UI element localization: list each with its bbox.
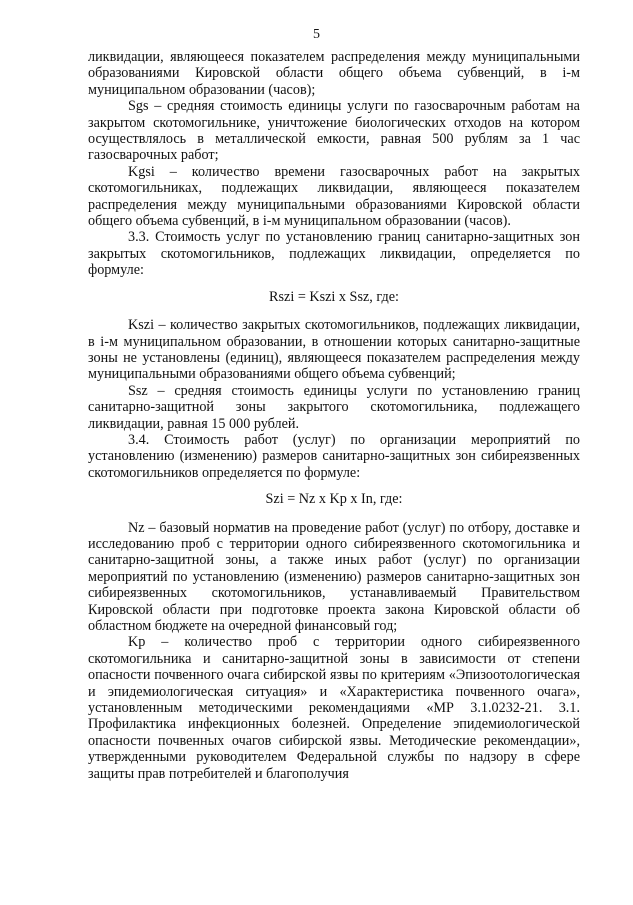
paragraph-continuation: ликвидации, являющееся показателем распределения между муниципальными образованиями Кировской области общего объема субвенций, в i-м муниципальном образовании (часов); [88, 49, 580, 98]
definition-ssz: Ssz – средняя стоимость единицы услуги по установлению границ санитарно-защитной зоны закрытого скотомогильника, подлежащего ликвидации, равная 15 000 рублей. [88, 382, 580, 432]
definition-nz: Nz – базовый норматив на проведение работ (услуг) по отбору, доставке и исследованию проб с территории одного сибиреязвенного скотомогильника и санитарно-защитной зоны, а также иных работ (услуг) по организации мероприятий по установлению (изменению) размеров санитарно-защитных зон сибиреязвенных скотомогильников, устанавливаемый Правительством Кировской области при подготовке проекта закона Кировской области об областном бюджете на очередной финансовый год; [88, 519, 580, 634]
definition-kszi: Kszi – количество закрытых скотомогильников, подлежащих ликвидации, в i-м муниципальном образовании, в отношении которых санитарно-защитные зоны не установлены (единиц), являющееся показателем распределения между муниципальными образованиями общего объема субвенций; [88, 317, 580, 383]
document-body [88, 49, 580, 782]
definition-sgs: Sgs – средняя стоимость единицы услуги по газосварочным работам на закрытом скотомогильнике, уничтожение биологических отходов на котором осуществлялось в металлической емкости, равная 500 рублям за 1 час газосварочных работ; [88, 98, 580, 164]
formula-rszi: Rszi = Kszi х Ssz, где: [269, 288, 399, 305]
definition-kgsi: Kgsi – количество времени газосварочных работ на закрытых скотомогильниках, подлежащих ликвидации, являющееся показателем распределения между муниципальными образованиями Кировской области общего объема субвенций, в i-м муниципальном образовании (часов). [88, 163, 580, 230]
section-3-3: 3.3. Стоимость услуг по установлению границ санитарно-защитных зон закрытых скотомогильников, подлежащих ликвидации, определяется по формуле: [88, 229, 580, 279]
section-3-4: 3.4. Стоимость работ (услуг) по организации мероприятий по установлению (изменению) размеров санитарно-защитных зон сибиреязвенных скотомогильников определяется по формуле: [88, 431, 580, 481]
formula-szi: Szi = Nz х Kp х In, где: [265, 491, 403, 508]
page-number: 5 [313, 27, 320, 42]
definition-kp: Kp – количество проб с территории одного сибиреязвенного скотомогильника и санитарно-защитной зоны в зависимости от степени опасности почвенного очага сибирской язвы по критериям «Эпизоотологическая и эпидемиологическая ситуация» и «Характеристика почвенного очага», установленным методическими рекомендациями «МР 3.1.0232-21. 3.1. Профилактика инфекционных болезней. Определение эпидемиологической опасности почвенных очагов сибирской язвы. Методические рекомендации», утвержденными руководителем Федеральной службы по надзору в сфере защиты прав потребителей и благополучия [88, 634, 580, 782]
